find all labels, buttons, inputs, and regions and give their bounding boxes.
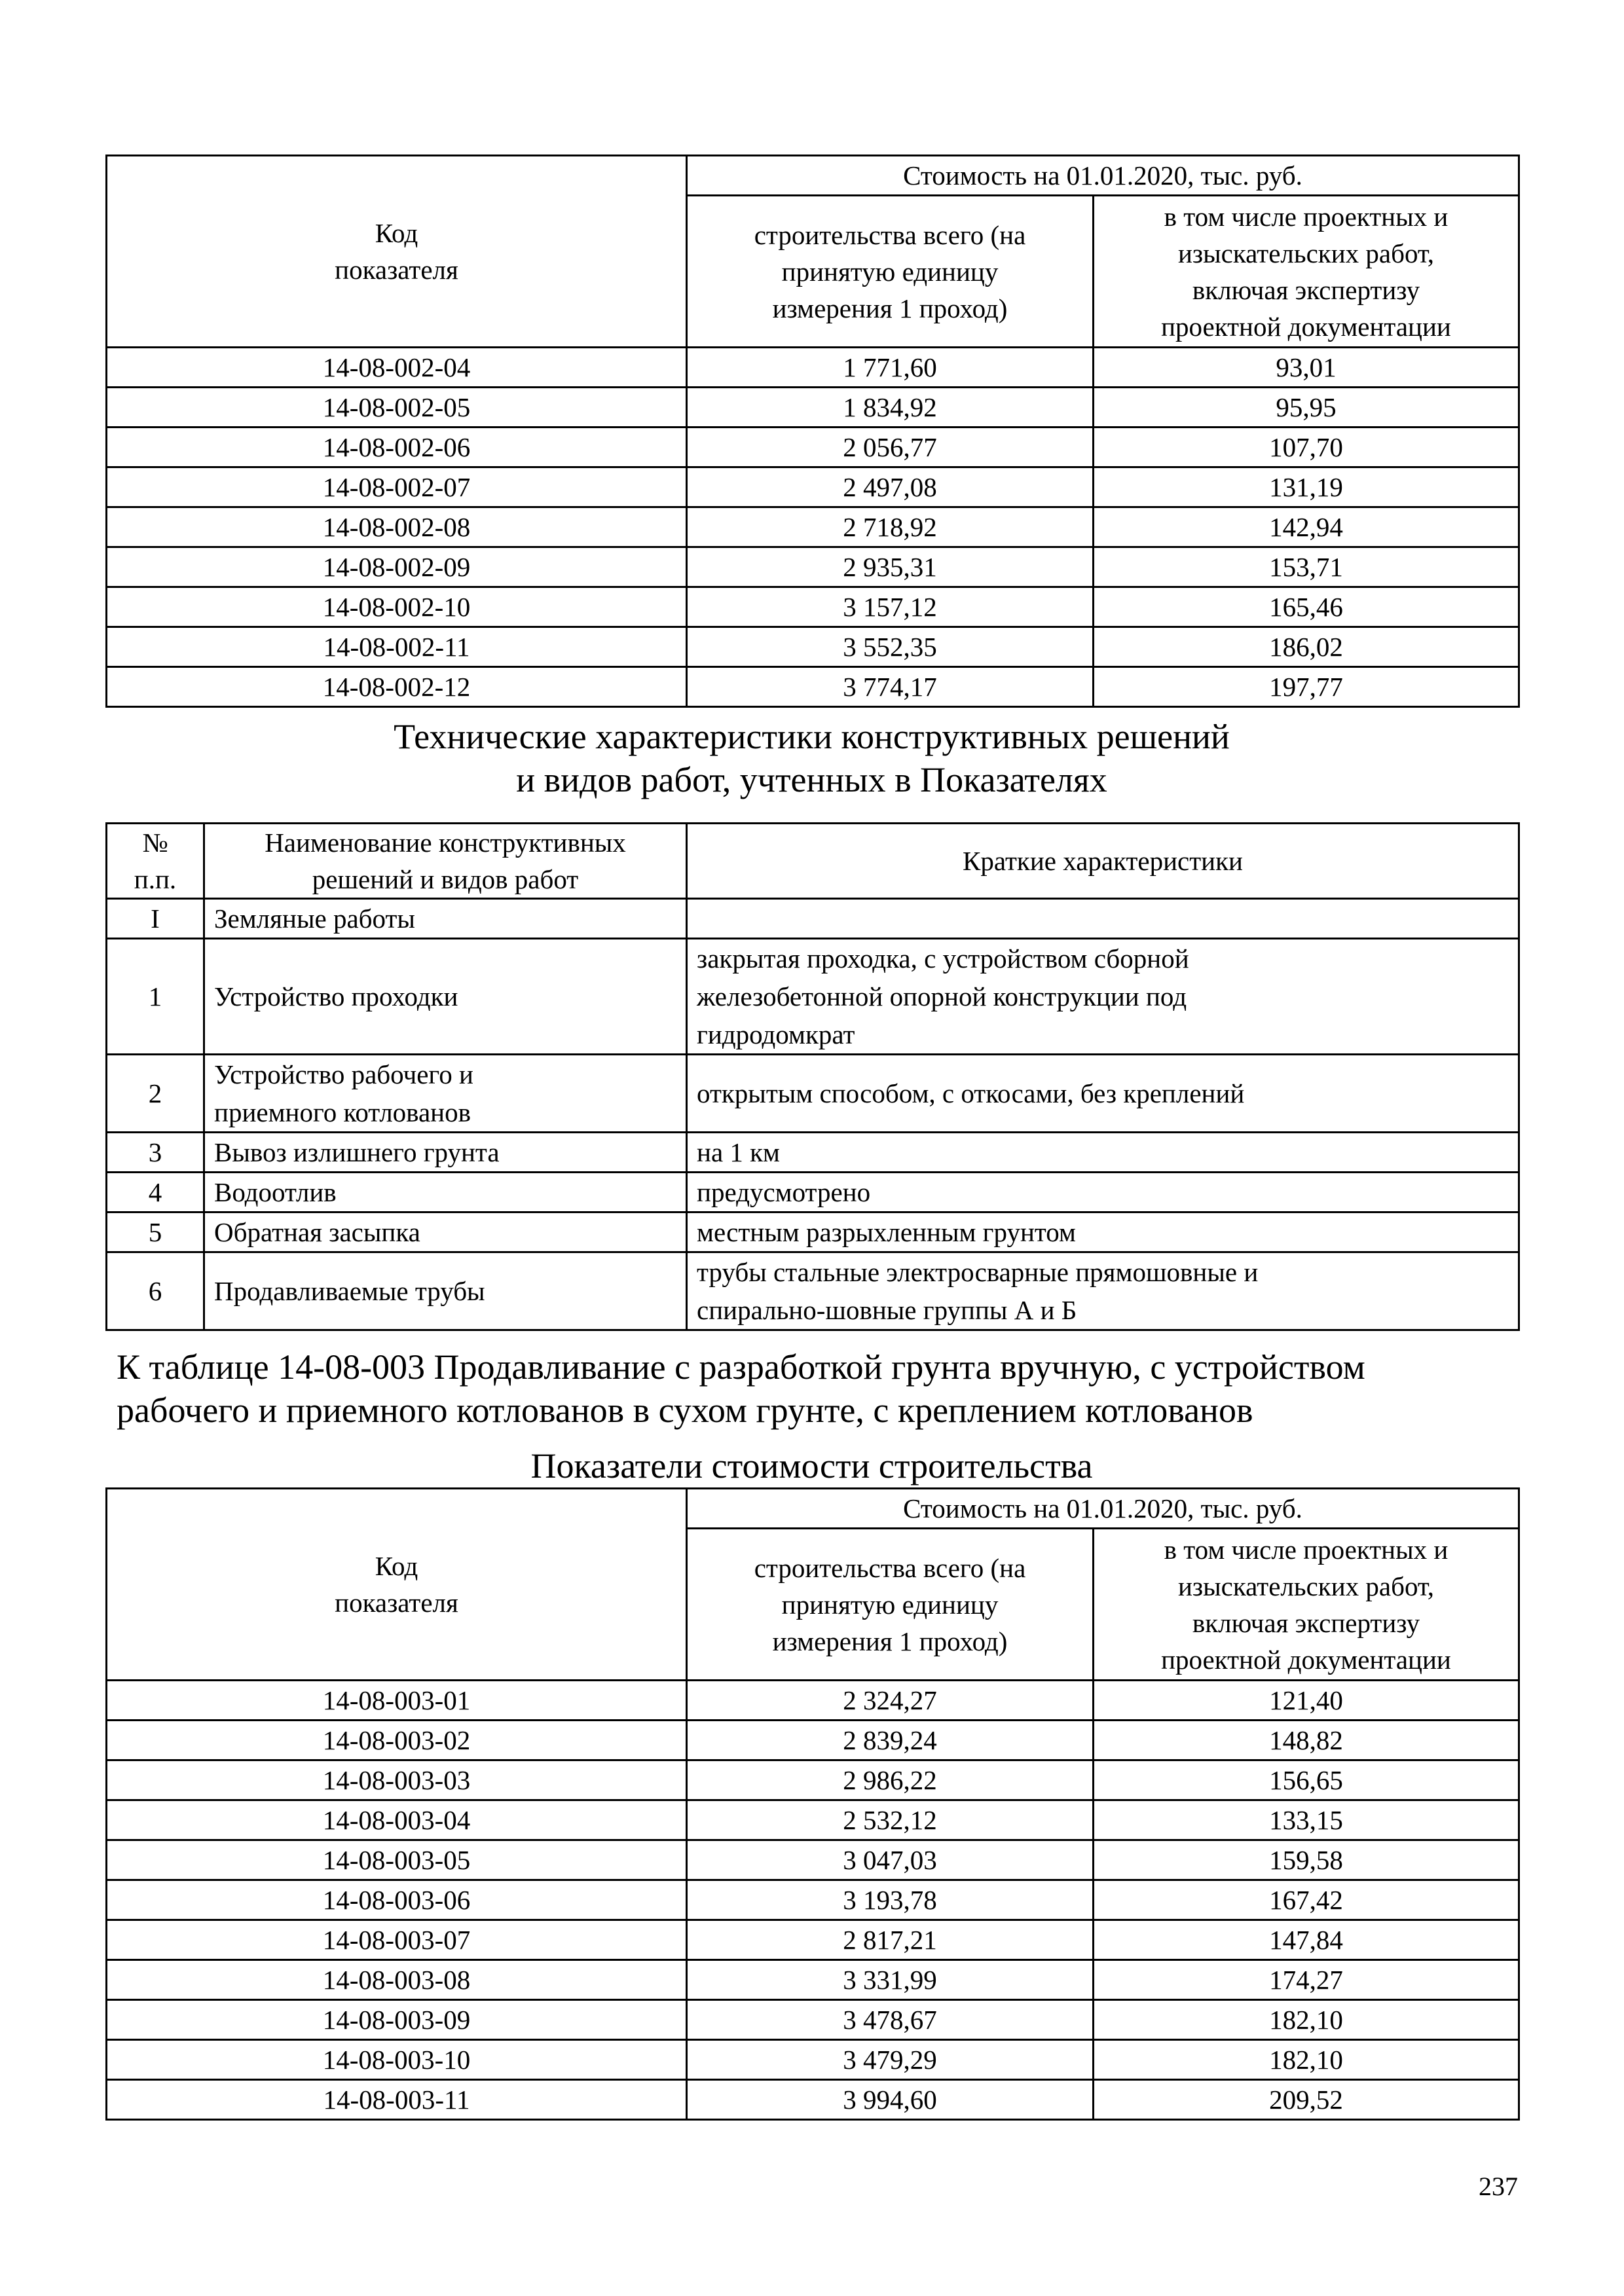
table-row bbox=[107, 1800, 1519, 1840]
cell-line: Земляные работы bbox=[214, 903, 415, 934]
header-code bbox=[107, 1489, 687, 1681]
header-line: включая экспертизу bbox=[1192, 1607, 1420, 1638]
cell-total: 3 157,12 bbox=[687, 587, 1094, 627]
header-line: в том числе проектных и bbox=[1164, 1534, 1449, 1565]
cell-desc bbox=[687, 1055, 1519, 1133]
cell-line: гидродомкрат bbox=[697, 1019, 855, 1049]
cell-code: 14-08-002-04 bbox=[107, 348, 687, 388]
tech-characteristics-table bbox=[105, 822, 1520, 1331]
header-name bbox=[204, 824, 687, 899]
cell-line: железобетонной опорной конструкции под bbox=[697, 981, 1187, 1011]
cell-desc bbox=[687, 1252, 1519, 1330]
header-line: проектной документации bbox=[1161, 311, 1451, 342]
cell-num: I bbox=[107, 899, 204, 939]
cell-code: 14-08-003-01 bbox=[107, 1681, 687, 1721]
cell-code: 14-08-002-07 bbox=[107, 467, 687, 507]
cell-line: закрытая проходка, с устройством сборной bbox=[697, 943, 1189, 974]
table-row bbox=[107, 2080, 1519, 2120]
cell-design: 147,84 bbox=[1094, 1920, 1519, 1960]
cell-total: 2 839,24 bbox=[687, 1721, 1094, 1760]
cell-line: Устройство рабочего и bbox=[214, 1059, 473, 1089]
cell-desc bbox=[687, 899, 1519, 939]
header-line: строительства всего (на bbox=[754, 1552, 1026, 1583]
header-cost-group: Стоимость на 01.01.2020, тыс. руб. bbox=[687, 1489, 1519, 1529]
cell-total: 2 532,12 bbox=[687, 1800, 1094, 1840]
table-row bbox=[107, 1212, 1519, 1252]
cell-line: открытым способом, с откосами, без креплений bbox=[697, 1078, 1245, 1108]
cell-total: 2 817,21 bbox=[687, 1920, 1094, 1960]
header-line: в том числе проектных и bbox=[1164, 201, 1449, 232]
cell-code: 14-08-003-05 bbox=[107, 1840, 687, 1880]
section-heading-line: рабочего и приемного котлованов в сухом грунте, с креплением котлованов bbox=[117, 1391, 1253, 1430]
tech-table-body bbox=[107, 899, 1519, 1330]
cell-line: Продавливаемые трубы bbox=[214, 1276, 485, 1306]
header-code bbox=[107, 156, 687, 348]
cell-design: 153,71 bbox=[1094, 547, 1519, 587]
cell-total: 2 324,27 bbox=[687, 1681, 1094, 1721]
header-line: Наименование конструктивных bbox=[265, 828, 626, 858]
cell-num: 4 bbox=[107, 1173, 204, 1212]
cell-code: 14-08-003-02 bbox=[107, 1721, 687, 1760]
cell-num: 1 bbox=[107, 939, 204, 1055]
cell-design: 165,46 bbox=[1094, 587, 1519, 627]
tech-section-title bbox=[105, 715, 1518, 801]
header-design-survey bbox=[1094, 196, 1519, 348]
cell-line: спирально-шовные группы А и Б bbox=[697, 1295, 1077, 1325]
table-row bbox=[107, 1880, 1519, 1920]
cell-num: 2 bbox=[107, 1055, 204, 1133]
cell-total: 2 935,31 bbox=[687, 547, 1094, 587]
cell-total: 1 771,60 bbox=[687, 348, 1094, 388]
table-row bbox=[107, 467, 1519, 507]
cell-code: 14-08-003-06 bbox=[107, 1880, 687, 1920]
header-desc: Краткие характеристики bbox=[687, 824, 1519, 899]
cell-name bbox=[204, 1212, 687, 1252]
table-row bbox=[107, 1133, 1519, 1173]
table-row bbox=[107, 627, 1519, 667]
header-design-survey bbox=[1094, 1529, 1519, 1681]
cost-table-14-08-003 bbox=[105, 1487, 1520, 2121]
cell-design: 182,10 bbox=[1094, 2040, 1519, 2080]
cell-design: 131,19 bbox=[1094, 467, 1519, 507]
cell-name bbox=[204, 899, 687, 939]
cell-code: 14-08-003-11 bbox=[107, 2080, 687, 2120]
section-heading-line: К таблице 14-08-003 Продавливание с разработкой грунта вручную, с устройством bbox=[117, 1347, 1365, 1387]
cell-name bbox=[204, 939, 687, 1055]
header-line: п.п. bbox=[134, 864, 177, 894]
page-number: 237 bbox=[1479, 2172, 1518, 2201]
table-row bbox=[107, 939, 1519, 1055]
cell-desc bbox=[687, 1212, 1519, 1252]
cost-title: Показатели стоимости строительства bbox=[530, 1446, 1093, 1485]
table-row bbox=[107, 587, 1519, 627]
tech-title-line: Технические характеристики конструктивных решений bbox=[394, 717, 1230, 756]
cell-total: 1 834,92 bbox=[687, 388, 1094, 428]
cell-line: предусмотрено bbox=[697, 1177, 871, 1207]
cell-design: 148,82 bbox=[1094, 1721, 1519, 1760]
cell-total: 3 331,99 bbox=[687, 1960, 1094, 2000]
tech-title-line: и видов работ, учтенных в Показателях bbox=[516, 760, 1107, 799]
table-row bbox=[107, 2000, 1519, 2040]
cell-desc bbox=[687, 939, 1519, 1055]
header-cost-group: Стоимость на 01.01.2020, тыс. руб. bbox=[687, 156, 1519, 196]
header-line: измерения 1 проход) bbox=[772, 1626, 1008, 1656]
cost-table-2-body bbox=[107, 1681, 1519, 2120]
cell-code: 14-08-003-04 bbox=[107, 1800, 687, 1840]
cell-num: 5 bbox=[107, 1212, 204, 1252]
cell-line: на 1 км bbox=[697, 1137, 781, 1167]
cell-total: 3 774,17 bbox=[687, 667, 1094, 707]
cell-design: 186,02 bbox=[1094, 627, 1519, 667]
cell-code: 14-08-002-06 bbox=[107, 428, 687, 467]
cell-name bbox=[204, 1055, 687, 1133]
cell-design: 95,95 bbox=[1094, 388, 1519, 428]
cell-design: 209,52 bbox=[1094, 2080, 1519, 2120]
cell-line: Устройство проходки bbox=[214, 981, 458, 1011]
cell-code: 14-08-003-08 bbox=[107, 1960, 687, 2000]
cell-design: 107,70 bbox=[1094, 428, 1519, 467]
cell-code: 14-08-003-09 bbox=[107, 2000, 687, 2040]
cell-name bbox=[204, 1173, 687, 1212]
cell-code: 14-08-002-10 bbox=[107, 587, 687, 627]
header-code-line: Код bbox=[375, 218, 418, 248]
header-line: Код bbox=[375, 1551, 418, 1581]
cell-design: 121,40 bbox=[1094, 1681, 1519, 1721]
cell-design: 142,94 bbox=[1094, 507, 1519, 547]
cell-total: 3 994,60 bbox=[687, 2080, 1094, 2120]
table-row bbox=[107, 1721, 1519, 1760]
cost-table-1-body bbox=[107, 348, 1519, 707]
cell-design: 159,58 bbox=[1094, 1840, 1519, 1880]
cell-design: 197,77 bbox=[1094, 667, 1519, 707]
cell-line: местным разрыхленным грунтом bbox=[697, 1217, 1076, 1247]
cell-line: Водоотлив bbox=[214, 1177, 337, 1207]
section-heading bbox=[117, 1345, 1524, 1432]
cell-code: 14-08-002-09 bbox=[107, 547, 687, 587]
table-row bbox=[107, 1840, 1519, 1880]
header-code-line: показателя bbox=[335, 255, 458, 285]
table-row bbox=[107, 507, 1519, 547]
table-row bbox=[107, 1760, 1519, 1800]
cell-design: 93,01 bbox=[1094, 348, 1519, 388]
table-row bbox=[107, 348, 1519, 388]
cell-total: 2 986,22 bbox=[687, 1760, 1094, 1800]
header-num bbox=[107, 824, 204, 899]
header-line: измерения 1 проход) bbox=[772, 293, 1008, 323]
table-row bbox=[107, 1920, 1519, 1960]
cell-code: 14-08-002-11 bbox=[107, 627, 687, 667]
cell-code: 14-08-003-07 bbox=[107, 1920, 687, 1960]
table-row bbox=[107, 667, 1519, 707]
table-row bbox=[107, 2040, 1519, 2080]
table-row bbox=[107, 1173, 1519, 1212]
cell-design: 133,15 bbox=[1094, 1800, 1519, 1840]
cell-code: 14-08-002-08 bbox=[107, 507, 687, 547]
table-row bbox=[107, 388, 1519, 428]
header-line: изыскательских работ, bbox=[1177, 1571, 1434, 1601]
cost-table-14-08-002 bbox=[105, 155, 1520, 708]
cell-desc bbox=[687, 1133, 1519, 1173]
table-row bbox=[107, 1681, 1519, 1721]
header-line: показателя bbox=[335, 1588, 458, 1618]
cell-num: 3 bbox=[107, 1133, 204, 1173]
cell-total: 2 718,92 bbox=[687, 507, 1094, 547]
header-line: принятую единицу bbox=[781, 256, 999, 287]
header-construction-total bbox=[687, 1529, 1094, 1681]
cell-design: 174,27 bbox=[1094, 1960, 1519, 2000]
header-line: принятую единицу bbox=[781, 1589, 999, 1620]
table-row bbox=[107, 428, 1519, 467]
cell-name bbox=[204, 1133, 687, 1173]
cell-num: 6 bbox=[107, 1252, 204, 1330]
cell-line: приемного котлованов bbox=[214, 1097, 471, 1127]
cell-code: 14-08-002-12 bbox=[107, 667, 687, 707]
table-row bbox=[107, 1252, 1519, 1330]
cell-line: Обратная засыпка bbox=[214, 1217, 420, 1247]
table-row bbox=[107, 547, 1519, 587]
cell-line: Вывоз излишнего грунта bbox=[214, 1137, 500, 1167]
cell-total: 3 047,03 bbox=[687, 1840, 1094, 1880]
table-row bbox=[107, 1055, 1519, 1133]
cell-design: 167,42 bbox=[1094, 1880, 1519, 1920]
cell-code: 14-08-003-10 bbox=[107, 2040, 687, 2080]
cell-total: 3 193,78 bbox=[687, 1880, 1094, 1920]
cell-name bbox=[204, 1252, 687, 1330]
cell-total: 3 552,35 bbox=[687, 627, 1094, 667]
cell-code: 14-08-002-05 bbox=[107, 388, 687, 428]
cell-line: трубы стальные электросварные прямошовные и bbox=[697, 1257, 1259, 1287]
cell-total: 2 056,77 bbox=[687, 428, 1094, 467]
header-construction-total bbox=[687, 196, 1094, 348]
cell-design: 182,10 bbox=[1094, 2000, 1519, 2040]
cell-code: 14-08-003-03 bbox=[107, 1760, 687, 1800]
header-line: № bbox=[142, 828, 168, 858]
header-line: решений и видов работ bbox=[312, 864, 579, 894]
header-line: включая экспертизу bbox=[1192, 274, 1420, 305]
table-row bbox=[107, 899, 1519, 939]
cell-total: 2 497,08 bbox=[687, 467, 1094, 507]
cell-total: 3 479,29 bbox=[687, 2040, 1094, 2080]
header-line: проектной документации bbox=[1161, 1644, 1451, 1675]
table-row bbox=[107, 1960, 1519, 2000]
cell-total: 3 478,67 bbox=[687, 2000, 1094, 2040]
header-line: изыскательских работ, bbox=[1177, 238, 1434, 268]
cell-design: 156,65 bbox=[1094, 1760, 1519, 1800]
header-line: строительства всего (на bbox=[754, 219, 1026, 250]
cell-desc bbox=[687, 1173, 1519, 1212]
